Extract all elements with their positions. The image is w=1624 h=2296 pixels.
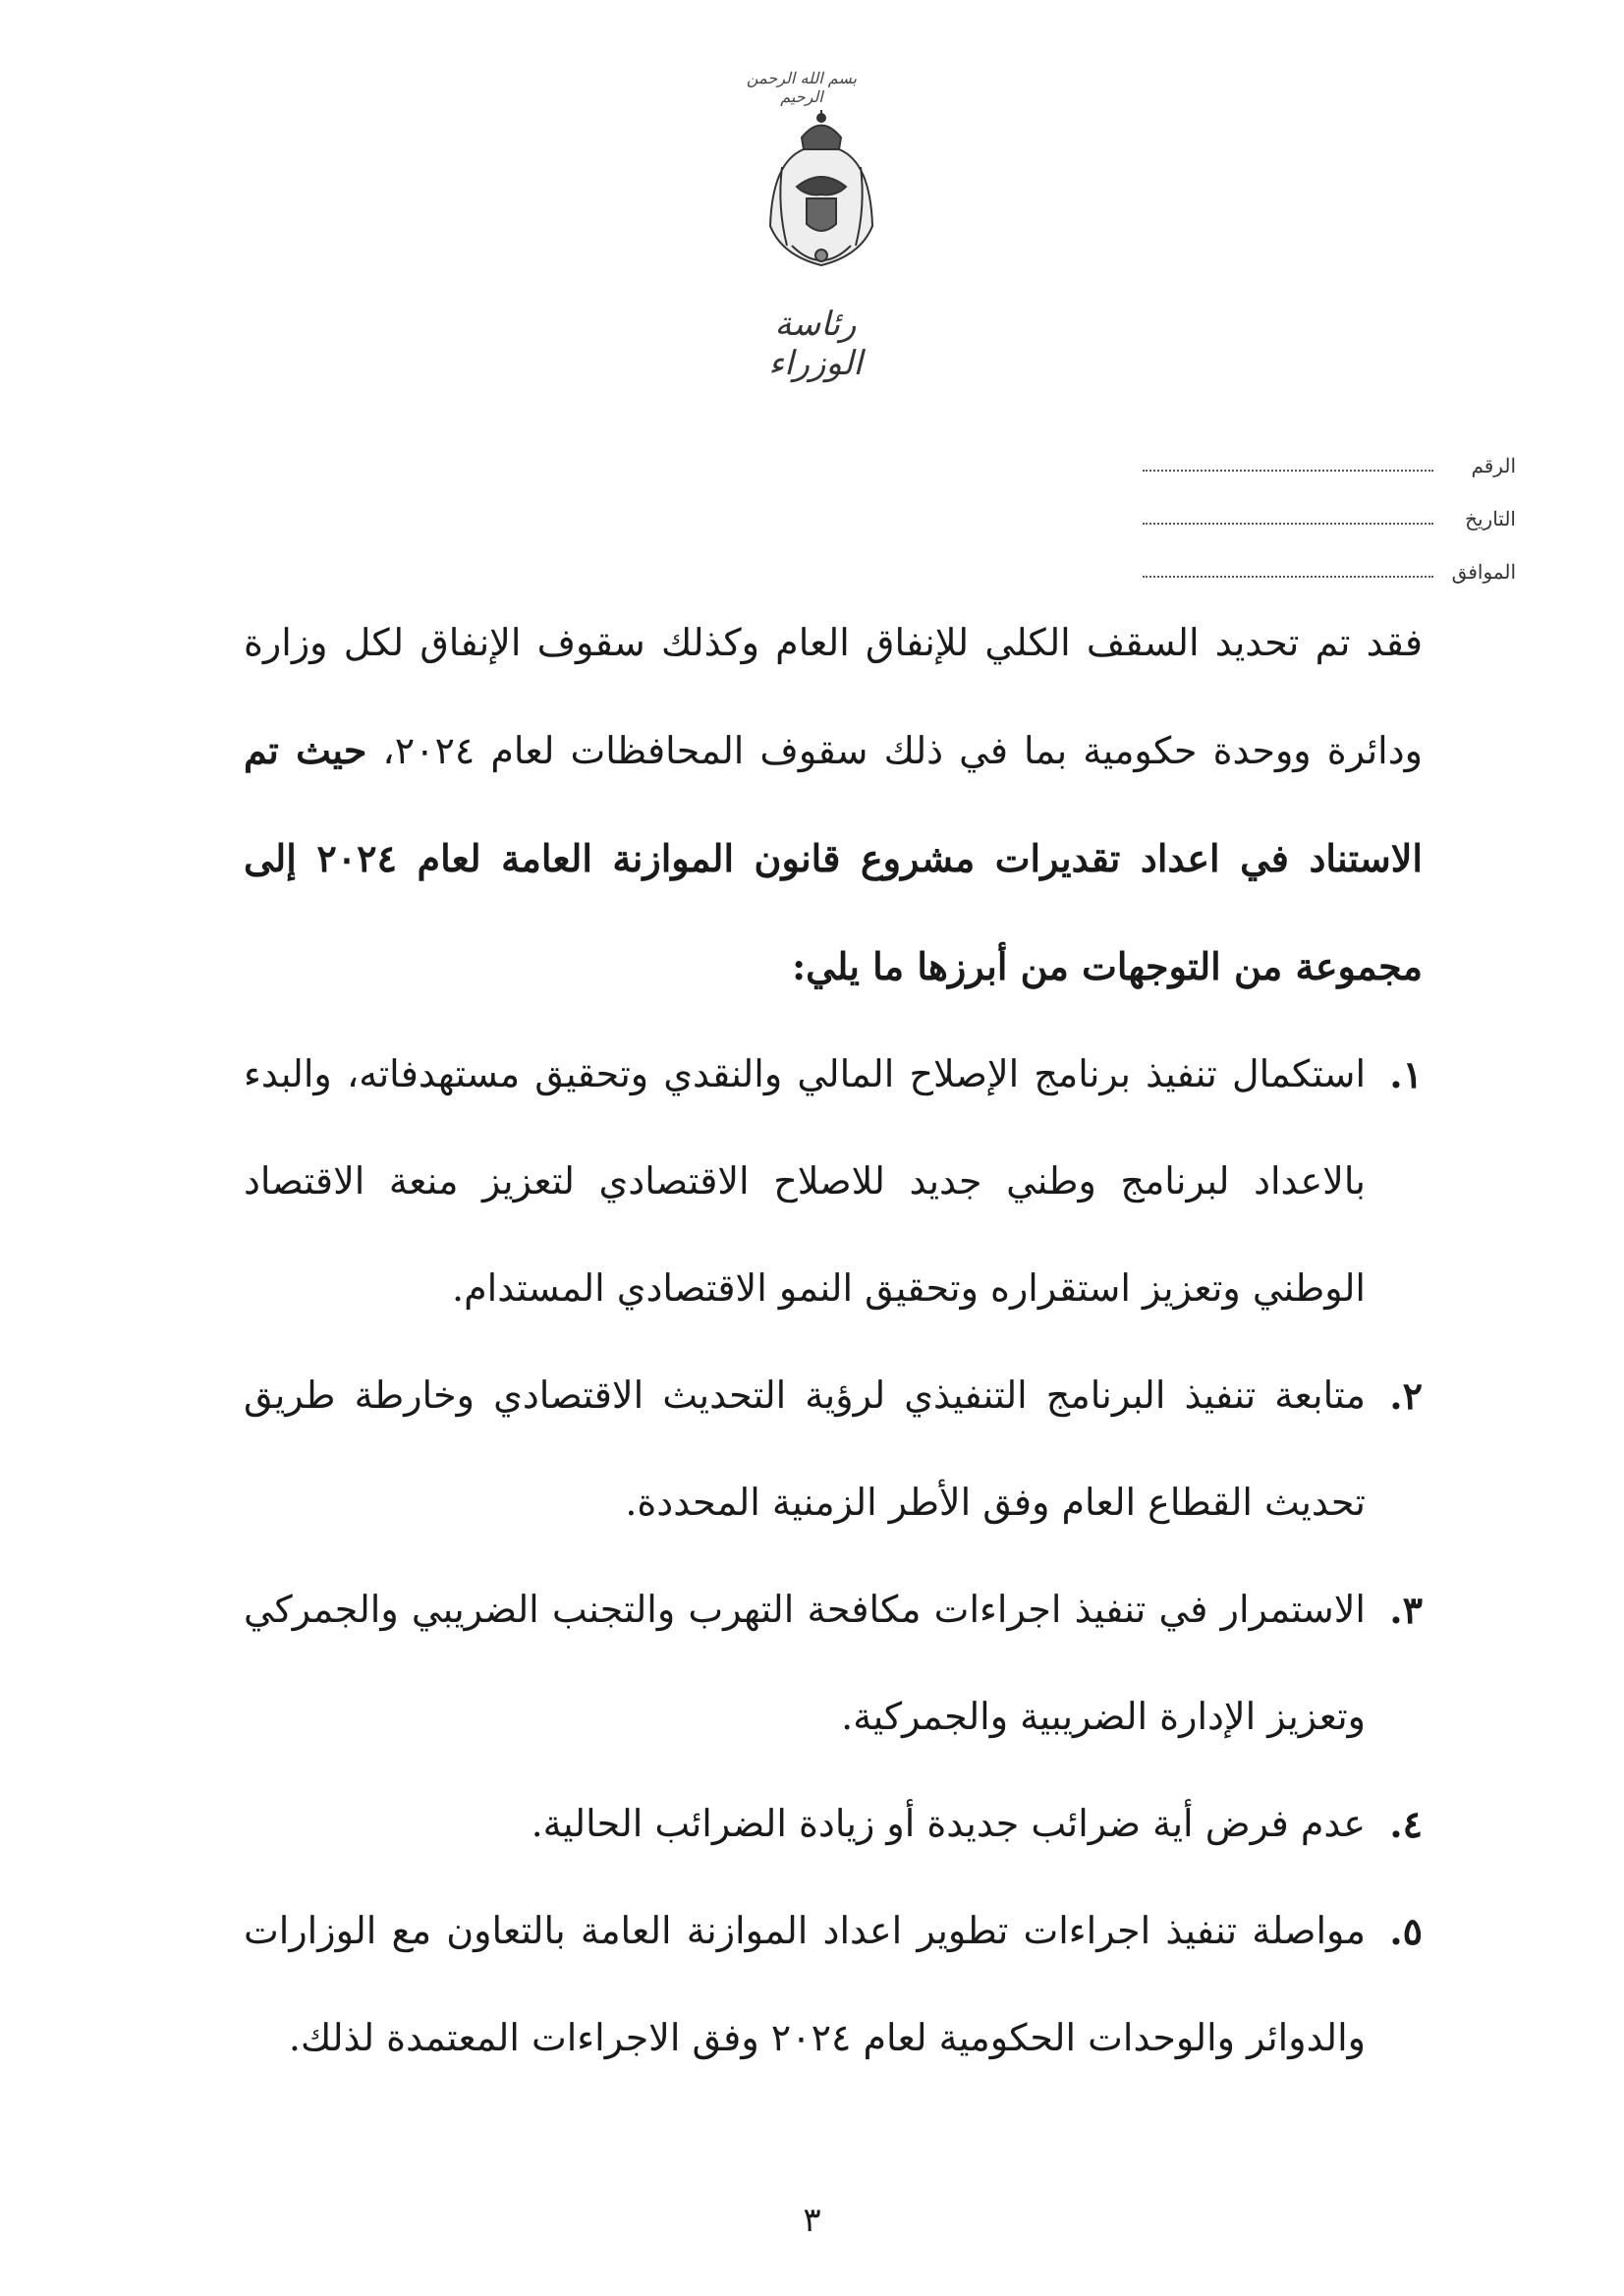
coat-of-arms-emblem <box>753 108 890 285</box>
list-item-text: مواصلة تنفيذ اجراءات تطوير اعداد الموازنة العامة بالتعاون مع الوزارات والدوائر والوحدات الحكومية لعام ٢٠٢٤ وفق الاجراءات المعتمدة لذلك. <box>244 1909 1367 2059</box>
list-item-number: ٢. <box>1389 1373 1423 1418</box>
list-item-number: ١. <box>1389 1052 1423 1096</box>
list-item <box>244 1877 1423 2092</box>
intro-bold-text: حيث تم الاستناد في اعداد تقديرات مشروع قانون الموازنة العامة لعام ٢٠٢٤ إلى مجموعة من التوجهات من أبرزها ما يلي: <box>244 728 1423 988</box>
list-item <box>244 1342 1423 1556</box>
reference-number-label: الرقم <box>1471 454 1516 477</box>
reference-date-row <box>1143 477 1516 531</box>
letter-body <box>244 589 1423 2092</box>
reference-corresponding-label: الموافق <box>1451 560 1516 584</box>
intro-text: فقد تم تحديد السقف الكلي للإنفاق العام وكذلك سقوف الإنفاق لكل وزارة ودائرة ووحدة حكومية بما في ذلك سقوف المحافظات لعام ٢٠٢٤، <box>244 621 1423 772</box>
prime-ministry-title: رئاسة الوزراء <box>768 305 863 383</box>
list-item-number: ٤. <box>1389 1802 1423 1846</box>
list-item-text: متابعة تنفيذ البرنامج التنفيذي لرؤية التحديث الاقتصادي وخارطة طريق تحديث القطاع العام وفق الأطر الزمنية المحددة. <box>244 1373 1366 1524</box>
list-item <box>244 1556 1423 1770</box>
reference-number-line <box>1143 470 1433 472</box>
list-item-text: الاستمرار في تنفيذ اجراءات مكافحة التهرب والتجنب الضريبي والجمركي وتعزيز الإدارة الضريبية والجمركية. <box>244 1588 1366 1738</box>
basmala: بسم الله الرحمن الرحيم <box>746 69 858 106</box>
reference-date-label: التاريخ <box>1465 507 1516 531</box>
reference-corresponding-row <box>1143 531 1516 584</box>
list-item-text: عدم فرض أية ضرائب جديدة أو زيادة الضرائب الحالية. <box>531 1802 1366 1845</box>
list-item <box>244 1770 1423 1877</box>
reference-block <box>1143 424 1516 584</box>
intro-paragraph <box>244 589 1423 1021</box>
directives-list <box>244 1021 1423 2092</box>
reference-date-line <box>1143 523 1433 525</box>
reference-number-row <box>1143 424 1516 477</box>
list-item-text: استكمال تنفيذ برنامج الإصلاح المالي والنقدي وتحقيق مستهدفاته، والبدء بالاعداد لبرنامج وطني جديد للاصلاح الاقتصادي لتعزيز منعة الاقتصاد الوطني وتعزيز استقراره وتحقيق النمو الاقتصادي المستدام. <box>244 1052 1366 1310</box>
list-item <box>244 1021 1423 1342</box>
reference-corresponding-line <box>1143 576 1433 578</box>
list-item-number: ٣. <box>1389 1588 1423 1632</box>
page-number: ٣ <box>803 2201 821 2240</box>
list-item-number: ٥. <box>1389 1909 1423 1953</box>
